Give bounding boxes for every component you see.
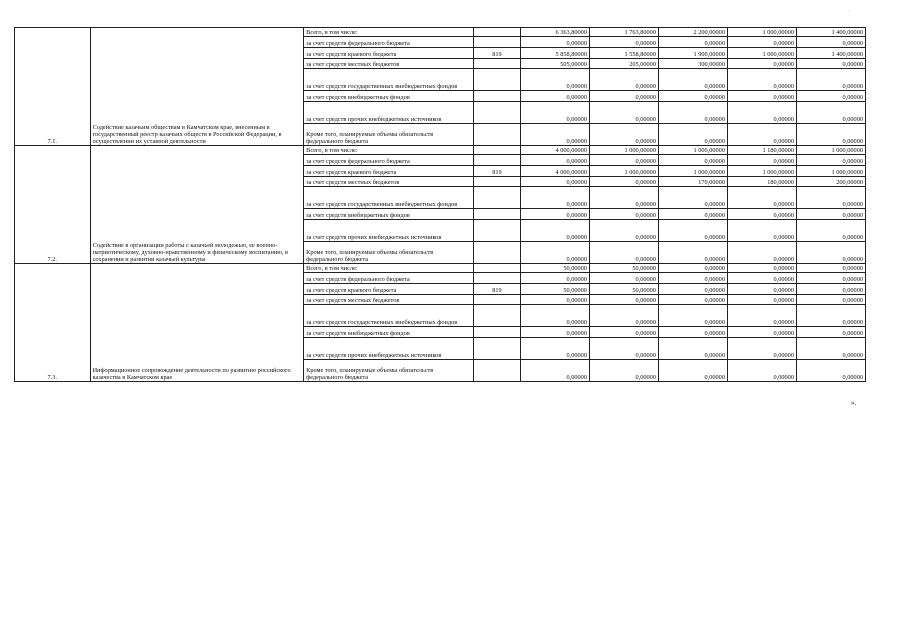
amount-cell: 0,00000 bbox=[796, 91, 865, 102]
amount-cell: 0,00000 bbox=[727, 273, 796, 284]
funding-source-label: Кроме того, планируемые объемы обязательств федерального бюджета bbox=[304, 242, 474, 264]
budget-code bbox=[473, 338, 520, 360]
funding-source-label: за счет средств государственных внебюджетных фондов bbox=[304, 187, 474, 209]
amount-cell: 0,00000 bbox=[658, 220, 727, 242]
amount-cell: 0,00000 bbox=[658, 264, 727, 273]
amount-cell: 0,00000 bbox=[589, 155, 658, 166]
amount-cell: 1 000,00000 bbox=[727, 28, 796, 37]
amount-cell: 0,00000 bbox=[520, 177, 589, 187]
amount-cell: 0,00000 bbox=[520, 273, 589, 284]
budget-code bbox=[473, 146, 520, 155]
funding-source-label: Кроме того, планируемые объемы обязательств федерального бюджета bbox=[304, 360, 474, 382]
amount-cell: 0,00000 bbox=[796, 102, 865, 124]
amount-cell: 0,00000 bbox=[796, 338, 865, 360]
funding-source-label: за счет средств государственных внебюджетных фондов bbox=[304, 69, 474, 91]
amount-cell: 300,00000 bbox=[658, 59, 727, 69]
amount-cell: 1 180,00000 bbox=[727, 146, 796, 155]
amount-cell: 1 000,00000 bbox=[796, 146, 865, 155]
amount-cell: 0,00000 bbox=[727, 295, 796, 305]
amount-cell: 0,00000 bbox=[589, 327, 658, 338]
amount-cell: 0,00000 bbox=[796, 209, 865, 220]
amount-cell: 0,00000 bbox=[658, 91, 727, 102]
amount-cell: 0,00000 bbox=[727, 264, 796, 273]
amount-cell: 0,00000 bbox=[727, 338, 796, 360]
amount-cell: 0,00000 bbox=[658, 37, 727, 48]
budget-code: 819 bbox=[473, 166, 520, 177]
amount-cell: 0,00000 bbox=[520, 155, 589, 166]
budget-code bbox=[473, 242, 520, 264]
table-row bbox=[15, 146, 866, 155]
budget-code bbox=[473, 59, 520, 69]
amount-cell: 0,00000 bbox=[589, 242, 658, 264]
amount-cell: 0,00000 bbox=[658, 338, 727, 360]
budget-code bbox=[473, 124, 520, 146]
funding-source-label: за счет средств федерального бюджета bbox=[304, 273, 474, 284]
amount-cell: 1 400,00000 bbox=[796, 48, 865, 59]
amount-cell: 0,00000 bbox=[658, 69, 727, 91]
budget-table-body bbox=[15, 28, 866, 382]
amount-cell: 180,00000 bbox=[727, 177, 796, 187]
amount-cell: 0,00000 bbox=[796, 273, 865, 284]
funding-source-label: за счет средств государственных внебюджетных фондов bbox=[304, 305, 474, 327]
budget-code bbox=[473, 295, 520, 305]
amount-cell: 0,00000 bbox=[727, 305, 796, 327]
funding-source-label: за счет средств внебюджетных фондов bbox=[304, 209, 474, 220]
budget-code bbox=[473, 187, 520, 209]
funding-source-label: Всего, в том числе: bbox=[304, 28, 474, 37]
amount-cell: 0,00000 bbox=[727, 360, 796, 382]
amount-cell: 0,00000 bbox=[520, 91, 589, 102]
amount-cell: 0,00000 bbox=[658, 284, 727, 295]
amount-cell: 0,00000 bbox=[520, 209, 589, 220]
amount-cell: 1 763,80000 bbox=[589, 28, 658, 37]
amount-cell: 2 200,00000 bbox=[658, 28, 727, 37]
amount-cell: 0,00000 bbox=[658, 273, 727, 284]
amount-cell: 0,00000 bbox=[727, 284, 796, 295]
amount-cell: 0,00000 bbox=[796, 69, 865, 91]
amount-cell: 0,00000 bbox=[520, 187, 589, 209]
item-description: Информационное сопровождение деятельности по развитию российского казачества в Камчатском крае bbox=[90, 264, 304, 382]
amount-cell: 0,00000 bbox=[589, 338, 658, 360]
amount-cell: 0,00000 bbox=[589, 220, 658, 242]
budget-code bbox=[473, 327, 520, 338]
budget-code bbox=[473, 37, 520, 48]
amount-cell: 0,00000 bbox=[520, 102, 589, 124]
amount-cell: 0,00000 bbox=[589, 177, 658, 187]
amount-cell: 170,00000 bbox=[658, 177, 727, 187]
amount-cell: 50,00000 bbox=[589, 284, 658, 295]
amount-cell: 50,00000 bbox=[520, 284, 589, 295]
amount-cell: 0,00000 bbox=[520, 360, 589, 382]
amount-cell: 0,00000 bbox=[796, 295, 865, 305]
amount-cell: 0,00000 bbox=[589, 102, 658, 124]
amount-cell: 1 000,00000 bbox=[658, 146, 727, 155]
budget-code bbox=[473, 220, 520, 242]
amount-cell: 505,00000 bbox=[520, 59, 589, 69]
amount-cell: 0,00000 bbox=[796, 220, 865, 242]
amount-cell: 0,00000 bbox=[727, 124, 796, 146]
amount-cell: 5 858,80000 bbox=[520, 48, 589, 59]
amount-cell: 0,00000 bbox=[658, 295, 727, 305]
table-row bbox=[15, 264, 866, 273]
amount-cell: 0,00000 bbox=[796, 264, 865, 273]
amount-cell: 1 000,00000 bbox=[589, 146, 658, 155]
amount-cell: 200,00000 bbox=[796, 177, 865, 187]
amount-cell: 0,00000 bbox=[589, 360, 658, 382]
budget-code bbox=[473, 102, 520, 124]
amount-cell: 0,00000 bbox=[727, 209, 796, 220]
amount-cell: 0,00000 bbox=[727, 242, 796, 264]
amount-cell: 0,00000 bbox=[520, 327, 589, 338]
amount-cell: 0,00000 bbox=[796, 37, 865, 48]
item-number: 7.1. bbox=[15, 28, 91, 146]
amount-cell: 0,00000 bbox=[589, 209, 658, 220]
amount-cell: 0,00000 bbox=[796, 284, 865, 295]
funding-source-label: за счет средств прочих внебюджетных источников bbox=[304, 338, 474, 360]
funding-source-label: Всего, в том числе: bbox=[304, 264, 474, 273]
budget-code bbox=[473, 69, 520, 91]
amount-cell: 0,00000 bbox=[796, 187, 865, 209]
funding-source-label: за счет средств федерального бюджета bbox=[304, 155, 474, 166]
amount-cell: 0,00000 bbox=[589, 305, 658, 327]
amount-cell: 1 558,80000 bbox=[589, 48, 658, 59]
funding-source-label: за счет средств местных бюджетов bbox=[304, 295, 474, 305]
funding-source-label: за счет средств краевого бюджета bbox=[304, 166, 474, 177]
amount-cell: 0,00000 bbox=[589, 295, 658, 305]
closing-quote-mark: ». bbox=[851, 399, 857, 407]
amount-cell: 0,00000 bbox=[589, 37, 658, 48]
budget-code: 819 bbox=[473, 48, 520, 59]
amount-cell: 0,00000 bbox=[658, 327, 727, 338]
funding-source-label: за счет средств внебюджетных фондов bbox=[304, 91, 474, 102]
amount-cell: 1 900,00000 bbox=[658, 48, 727, 59]
amount-cell: 0,00000 bbox=[520, 220, 589, 242]
budget-code bbox=[473, 91, 520, 102]
funding-source-label: за счет средств краевого бюджета bbox=[304, 284, 474, 295]
amount-cell: 0,00000 bbox=[727, 91, 796, 102]
amount-cell: 0,00000 bbox=[727, 327, 796, 338]
amount-cell: 50,00000 bbox=[520, 264, 589, 273]
amount-cell: 1 400,00000 bbox=[796, 28, 865, 37]
amount-cell: 0,00000 bbox=[796, 124, 865, 146]
item-description: Содействие в организации работы с казачьей молодежью, ее военно-патриотическому, духовно-нравственному и физическому воспитанию, в сохранении и развитии казачьей культуры bbox=[90, 146, 304, 264]
amount-cell: 0,00000 bbox=[589, 124, 658, 146]
budget-code bbox=[473, 305, 520, 327]
amount-cell: 0,00000 bbox=[727, 155, 796, 166]
amount-cell: 0,00000 bbox=[658, 187, 727, 209]
amount-cell: 0,00000 bbox=[727, 102, 796, 124]
item-number: 7.3. bbox=[15, 264, 91, 382]
amount-cell: 0,00000 bbox=[520, 124, 589, 146]
amount-cell: 0,00000 bbox=[796, 327, 865, 338]
funding-source-label: за счет средств местных бюджетов bbox=[304, 59, 474, 69]
amount-cell: 1 000,00000 bbox=[796, 166, 865, 177]
amount-cell: 0,00000 bbox=[589, 91, 658, 102]
amount-cell: 0,00000 bbox=[727, 59, 796, 69]
item-description: Содействие казачьим обществам в Камчатском крае, внесенным в государственный реестр казачьих обществ в Российской Федерации, в осуществлении их уставной деятельности bbox=[90, 28, 304, 146]
amount-cell: 0,00000 bbox=[727, 220, 796, 242]
budget-table bbox=[14, 27, 866, 382]
table-row bbox=[15, 28, 866, 37]
amount-cell: 4 000,00000 bbox=[520, 166, 589, 177]
budget-code bbox=[473, 155, 520, 166]
funding-source-label: за счет средств местных бюджетов bbox=[304, 177, 474, 187]
budget-code bbox=[473, 273, 520, 284]
amount-cell: 0,00000 bbox=[589, 187, 658, 209]
amount-cell: 4 000,00000 bbox=[520, 146, 589, 155]
amount-cell: 0,00000 bbox=[796, 360, 865, 382]
budget-code bbox=[473, 209, 520, 220]
amount-cell: 0,00000 bbox=[520, 338, 589, 360]
funding-source-label: Кроме того, планируемые объемы обязательств федерального бюджета bbox=[304, 124, 474, 146]
budget-code bbox=[473, 360, 520, 382]
budget-code bbox=[473, 264, 520, 273]
amount-cell: 0,00000 bbox=[658, 360, 727, 382]
funding-source-label: за счет средств краевого бюджета bbox=[304, 48, 474, 59]
funding-source-label: за счет средств прочих внебюджетных источников bbox=[304, 220, 474, 242]
amount-cell: 1 000,00000 bbox=[727, 48, 796, 59]
budget-code: 819 bbox=[473, 284, 520, 295]
amount-cell: 0,00000 bbox=[727, 187, 796, 209]
amount-cell: 0,00000 bbox=[796, 155, 865, 166]
amount-cell: 1 000,00000 bbox=[658, 166, 727, 177]
amount-cell: 0,00000 bbox=[796, 242, 865, 264]
amount-cell: 1 000,00000 bbox=[589, 166, 658, 177]
budget-code bbox=[473, 28, 520, 37]
amount-cell: 0,00000 bbox=[520, 69, 589, 91]
amount-cell: 0,00000 bbox=[589, 69, 658, 91]
amount-cell: 0,00000 bbox=[658, 242, 727, 264]
amount-cell: 6 363,80000 bbox=[520, 28, 589, 37]
amount-cell: 0,00000 bbox=[520, 242, 589, 264]
amount-cell: 0,00000 bbox=[796, 305, 865, 327]
budget-code bbox=[473, 177, 520, 187]
funding-source-label: за счет средств внебюджетных фондов bbox=[304, 327, 474, 338]
amount-cell: 0,00000 bbox=[658, 155, 727, 166]
amount-cell: 0,00000 bbox=[520, 295, 589, 305]
amount-cell: 0,00000 bbox=[658, 102, 727, 124]
amount-cell: 0,00000 bbox=[727, 69, 796, 91]
amount-cell: 0,00000 bbox=[520, 305, 589, 327]
item-number: 7.2. bbox=[15, 146, 91, 264]
amount-cell: 0,00000 bbox=[727, 37, 796, 48]
amount-cell: 0,00000 bbox=[520, 37, 589, 48]
amount-cell: 0,00000 bbox=[796, 59, 865, 69]
amount-cell: 205,00000 bbox=[589, 59, 658, 69]
amount-cell: 1 000,00000 bbox=[727, 166, 796, 177]
funding-source-label: за счет средств прочих внебюджетных источников bbox=[304, 102, 474, 124]
amount-cell: 0,00000 bbox=[658, 305, 727, 327]
amount-cell: 0,00000 bbox=[589, 273, 658, 284]
amount-cell: 0,00000 bbox=[658, 124, 727, 146]
amount-cell: 50,00000 bbox=[589, 264, 658, 273]
amount-cell: 0,00000 bbox=[658, 209, 727, 220]
funding-source-label: Всего, в том числе: bbox=[304, 146, 474, 155]
funding-source-label: за счет средств федерального бюджета bbox=[304, 37, 474, 48]
page-mark: · bbox=[848, 9, 850, 15]
